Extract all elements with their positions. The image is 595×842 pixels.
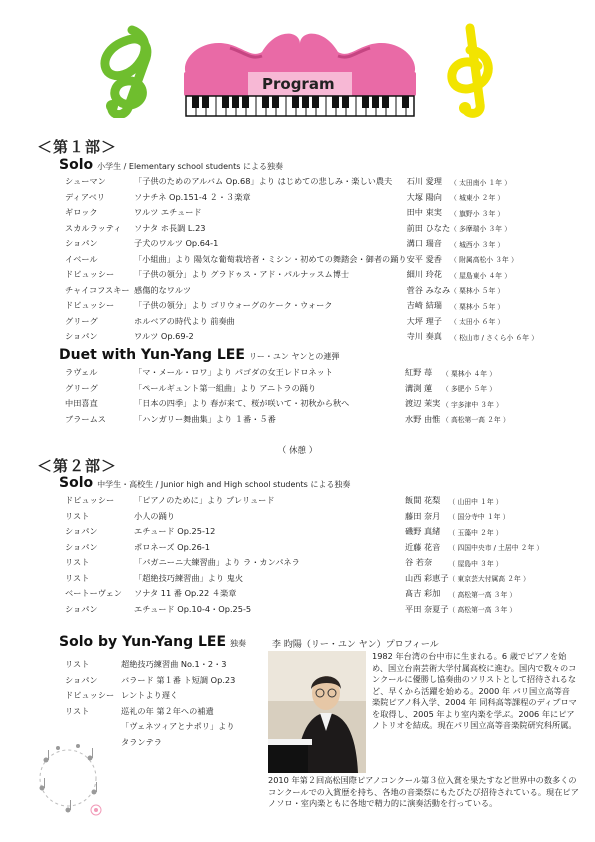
program-row bbox=[65, 396, 510, 412]
composer-name: イベール bbox=[65, 253, 98, 264]
program-row bbox=[65, 267, 538, 283]
piece-title: 小人の踊り bbox=[134, 510, 175, 521]
composer-name: ショパン bbox=[65, 674, 98, 685]
program-row bbox=[65, 236, 538, 252]
composer-name: グリーグ bbox=[65, 382, 98, 393]
composer-name: ショパン bbox=[65, 603, 98, 614]
performer-name: 谷 若奈 bbox=[405, 557, 433, 568]
piece-title: 子犬のワルツ Op.64-1 bbox=[134, 238, 219, 249]
piece-title: 「子供の領分」より グラドゥス・アド・パルナッスム博士 bbox=[134, 269, 350, 280]
piece-title: 「ピアノのために」より プレリュード bbox=[134, 495, 275, 506]
solo-lee-row bbox=[65, 688, 235, 704]
program-row bbox=[65, 329, 538, 345]
piece-title: 「子供の領分」より ゴリウォーグのケーク・ウォーク bbox=[134, 300, 333, 311]
composer-name: ブラームス bbox=[65, 413, 106, 424]
piece-title: 「小組曲」より 陽気な葡萄栽培者・ミシン・初めての舞踏会・御者の踊り bbox=[134, 253, 407, 264]
piece-title: 「パガニーニ大練習曲」より ラ・カンパネラ bbox=[134, 557, 300, 568]
composer-name: ギロック bbox=[65, 207, 98, 218]
program-row bbox=[65, 314, 538, 330]
program-title: Program bbox=[262, 75, 335, 93]
piece-title: バラード 第１番 ト短調 Op.23 bbox=[121, 674, 236, 685]
performer-name: 溝渕 蓮 bbox=[405, 382, 433, 393]
solo-lee-title: Solo by Yun-Yang LEE bbox=[59, 634, 227, 650]
green-treble-clef-icon bbox=[105, 30, 147, 115]
composer-name: ショパン bbox=[65, 331, 98, 342]
program-row bbox=[65, 555, 543, 571]
piece-title: ソナタ 11 番 Op.22 ４楽章 bbox=[134, 588, 237, 599]
program-row bbox=[65, 174, 538, 190]
bio-heading: 李 昀陽（リー・ユン ヤン）プロフィール bbox=[272, 640, 439, 650]
performer-school: （ 栗林小 ４年 ） bbox=[442, 369, 497, 378]
program-row bbox=[65, 252, 538, 268]
decorative-music-wreath-icon bbox=[28, 730, 108, 820]
part1-solo-heading bbox=[59, 157, 283, 173]
composer-name: ディアベリ bbox=[65, 191, 105, 202]
piece-title: エチュード Op.10-4・Op.25-5 bbox=[134, 603, 252, 614]
composer-name: 中田喜直 bbox=[65, 398, 98, 409]
composer-name: リスト bbox=[65, 572, 90, 583]
piece-title: 「ヴェネツィアとナポリ」より bbox=[121, 721, 235, 731]
piece-title: タランテラ bbox=[121, 736, 162, 747]
performer-school: （ 栗林小 ５年 ） bbox=[450, 302, 505, 311]
performer-school: （ 城東小 ２年 ） bbox=[450, 194, 505, 203]
piece-title: ソナチネ Op.151-4 ２・３楽章 bbox=[134, 191, 251, 202]
part2-title: ＜第２部＞ bbox=[37, 457, 118, 475]
program-row bbox=[65, 540, 543, 556]
program-row bbox=[65, 190, 538, 206]
composer-name: リスト bbox=[65, 659, 90, 669]
program-row bbox=[65, 493, 543, 509]
performer-name: 飯間 花梨 bbox=[405, 495, 441, 506]
solo-lee-heading bbox=[59, 634, 246, 650]
piece-title: ワルツ Op.69-2 bbox=[134, 331, 194, 342]
program-row bbox=[65, 571, 543, 587]
performer-school: （ 玉藻中 ２年 ） bbox=[448, 528, 503, 537]
performer-school: （ 高松第一高 ３年 ） bbox=[448, 590, 517, 599]
solo-lee-row bbox=[65, 704, 235, 720]
composer-name: スカルラッティ bbox=[65, 222, 122, 233]
piano-keyboard-graphic bbox=[186, 96, 414, 116]
performer-school: （ 松山市 / さくら小 ６年 ） bbox=[450, 333, 538, 342]
part2-solo-table bbox=[65, 493, 543, 617]
piece-title: 「子供のためのアルバム Op.68」より はじめての悲しみ・楽しい農夫 bbox=[134, 176, 393, 187]
part2-solo-subtitle: 中学生・高校生 / Junior high and High school students による独奏 bbox=[97, 480, 351, 489]
program-row bbox=[65, 602, 543, 618]
performer-name: 山西 彩恵子 bbox=[405, 572, 449, 583]
program-row bbox=[65, 205, 538, 221]
performer-name: 髙吉 彩加 bbox=[405, 588, 441, 599]
yellow-treble-clef-icon bbox=[452, 28, 488, 114]
piece-title: エチュード Op.25-12 bbox=[134, 526, 216, 537]
part1-solo-title: Solo bbox=[59, 157, 94, 173]
performer-school: （ 高松第一高 ３年 ） bbox=[448, 606, 517, 615]
part1-title: ＜第１部＞ bbox=[37, 138, 118, 156]
program-header-graphic bbox=[0, 0, 595, 118]
piece-title: 「ペールギュント第一組曲」より アニトラの踊り bbox=[134, 382, 317, 393]
composer-name: ショパン bbox=[65, 541, 98, 552]
part2-solo-heading bbox=[59, 475, 350, 491]
performer-name: 寺川 奏真 bbox=[406, 331, 442, 342]
performer-name: 近藤 花音 bbox=[405, 541, 441, 552]
performer-name: 渡辺 茉実 bbox=[405, 398, 441, 409]
solo-lee-subtitle: 独奏 bbox=[230, 639, 247, 648]
composer-name: ドビュッシー bbox=[65, 495, 115, 506]
performer-photo bbox=[268, 651, 366, 773]
performer-school: （ 国分寺中 １年 ） bbox=[448, 513, 510, 522]
composer-name: ショパン bbox=[65, 526, 98, 537]
part1-duet-heading bbox=[59, 347, 339, 363]
composer-name: ベートーヴェン bbox=[65, 588, 122, 599]
piece-title: 「超絶技巧練習曲」より 鬼火 bbox=[134, 572, 244, 583]
performer-name: 磯野 真緒 bbox=[405, 526, 441, 537]
solo-lee-row bbox=[65, 657, 235, 673]
program-row bbox=[65, 509, 543, 525]
performer-school: （ 四国中央市 / 土居中 ２年 ） bbox=[448, 544, 544, 553]
piece-title: 「ハンガリー舞曲集」より １番・５番 bbox=[134, 413, 276, 424]
part1-duet-title: Duet with Yun-Yang LEE bbox=[59, 347, 245, 363]
program-row bbox=[65, 365, 510, 381]
composer-name: ショパン bbox=[65, 238, 98, 249]
composer-name: ラヴェル bbox=[65, 367, 98, 378]
piece-title: 「マ・メール・ロワ」より パゴダの女王レドロネット bbox=[134, 367, 333, 378]
performer-name: 大坪 理子 bbox=[406, 315, 442, 326]
composer-name: リスト bbox=[65, 510, 90, 521]
performer-name: 菅谷 みなみ bbox=[406, 284, 451, 295]
performer-school: （ 城西小 ３年 ） bbox=[450, 240, 505, 249]
performer-name: 紅野 苺 bbox=[405, 367, 433, 378]
performer-name: 前田 ひなた bbox=[406, 222, 451, 233]
performer-name: 吉崎 結瑞 bbox=[406, 300, 442, 311]
performer-school: （ 山田中 １年 ） bbox=[448, 497, 503, 506]
piece-title: レントより遅く bbox=[121, 690, 179, 700]
part1-solo-table bbox=[65, 174, 538, 345]
performer-school: （ 東京芸大付属高 ２年 ） bbox=[448, 575, 530, 584]
performer-school: （ 太田小 ６年 ） bbox=[450, 318, 505, 327]
program-header bbox=[0, 0, 595, 118]
program-row bbox=[65, 221, 538, 237]
program-row bbox=[65, 283, 538, 299]
program-row bbox=[65, 412, 510, 428]
bio-text-part-2: 2010 年第２回高松国際ピアノコンクール第３位入賞を果たすなど世界中の数多くのコンクールでの入賞歴を持ち、各地の音楽祭にもたびたび招待されている。現在ピアノソロ・室内楽ともに各地で精力的に演奏活動を行っている。 bbox=[268, 775, 579, 808]
performer-school: （ 多摩瑞小 ３年 ） bbox=[450, 225, 511, 234]
performer-name: 石川 愛理 bbox=[406, 176, 442, 187]
program-row bbox=[65, 586, 543, 602]
performer-school: （ 屋島東小 ４年 ） bbox=[450, 271, 511, 280]
performer-name: 藤田 奈月 bbox=[405, 510, 441, 521]
performer-school: （ 宇多津中 ３年 ） bbox=[442, 400, 503, 409]
performer-name: 溝口 瑞音 bbox=[406, 238, 442, 249]
performer-name: 細川 玲花 bbox=[406, 269, 442, 280]
composer-name: チャイコフスキー bbox=[65, 284, 130, 295]
intermission-label: （ 休憩 ） bbox=[277, 446, 318, 456]
composer-name: グリーグ bbox=[65, 315, 98, 326]
program-row bbox=[65, 381, 510, 397]
performer-school: （ 高松第一高 ２年 ） bbox=[442, 416, 510, 425]
composer-name: ドビュッシー bbox=[65, 300, 115, 311]
performer-school: （ 屋島中 ３年 ） bbox=[448, 559, 503, 568]
program-row bbox=[65, 524, 543, 540]
piece-title: ホルベアの時代より 前奏曲 bbox=[134, 315, 235, 326]
performer-school: （ 太田南小 １年 ） bbox=[450, 178, 511, 187]
performer-school: （ 多肥小 ５年 ） bbox=[442, 385, 497, 394]
composer-name: シューマン bbox=[65, 176, 106, 187]
piece-title: 「日本の四季」より 春が来て、桜が咲いて・初秋から秋へ bbox=[134, 398, 350, 409]
performer-name: 大塚 陽向 bbox=[406, 191, 442, 202]
piece-title: 巡礼の年 第２年への補遺 bbox=[121, 705, 214, 716]
composer-name: ドビュッシー bbox=[65, 690, 115, 700]
performer-name: 安平 愛香 bbox=[406, 253, 442, 264]
part2-solo-title: Solo bbox=[59, 475, 94, 491]
part1-duet-subtitle: リー・ユン ヤンとの連弾 bbox=[248, 352, 340, 361]
composer-name: ドビュッシー bbox=[65, 269, 115, 280]
composer-name: リスト bbox=[65, 705, 90, 716]
piece-title: 超絶技巧練習曲 No.1・2・3 bbox=[121, 659, 227, 669]
part1-duet-table bbox=[65, 365, 510, 427]
performer-school: （ 栗林小 ５年 ） bbox=[450, 287, 505, 296]
performer-name: 田中 束実 bbox=[406, 207, 442, 218]
performer-school: （ 附属高松小 ３年 ） bbox=[450, 256, 518, 265]
performer-name: 水野 由惟 bbox=[405, 413, 441, 424]
bio-text-part-1: 1982 年台湾の台中市に生まれる。6 歳でピアノを始め、国立台南芸術大学付属高校に進む。国内で数々のコンクールに優勝し協奏曲のソリストとして招待されるなど、早くから活躍を始める。2000 年 パリ国立高等音楽院ピアノ科入学、2004 年 同科高等課程のディプロマを取得し、2005 年より室内楽を学ぶ。2006 年にピアノトリオを結成。現在パリ国立高等音楽院研究科所属。 bbox=[372, 651, 577, 730]
performer-photo-graphic bbox=[268, 651, 366, 773]
piece-title: ポロネーズ Op.26-1 bbox=[134, 541, 210, 552]
part1-solo-subtitle: 小学生 / Elementary school students による独奏 bbox=[97, 162, 283, 171]
performer-school: （ 旗野小 ３年 ） bbox=[450, 209, 505, 218]
piece-title: ワルツ エチュード bbox=[134, 207, 202, 218]
program-row bbox=[65, 298, 538, 314]
composer-name: リスト bbox=[65, 557, 90, 568]
performer-name: 平田 奈夏子 bbox=[405, 603, 449, 614]
piece-title: 感傷的なワルツ bbox=[134, 284, 192, 295]
piece-title: ソナタ ホ長調 L.23 bbox=[134, 222, 206, 233]
solo-lee-row bbox=[65, 673, 235, 689]
